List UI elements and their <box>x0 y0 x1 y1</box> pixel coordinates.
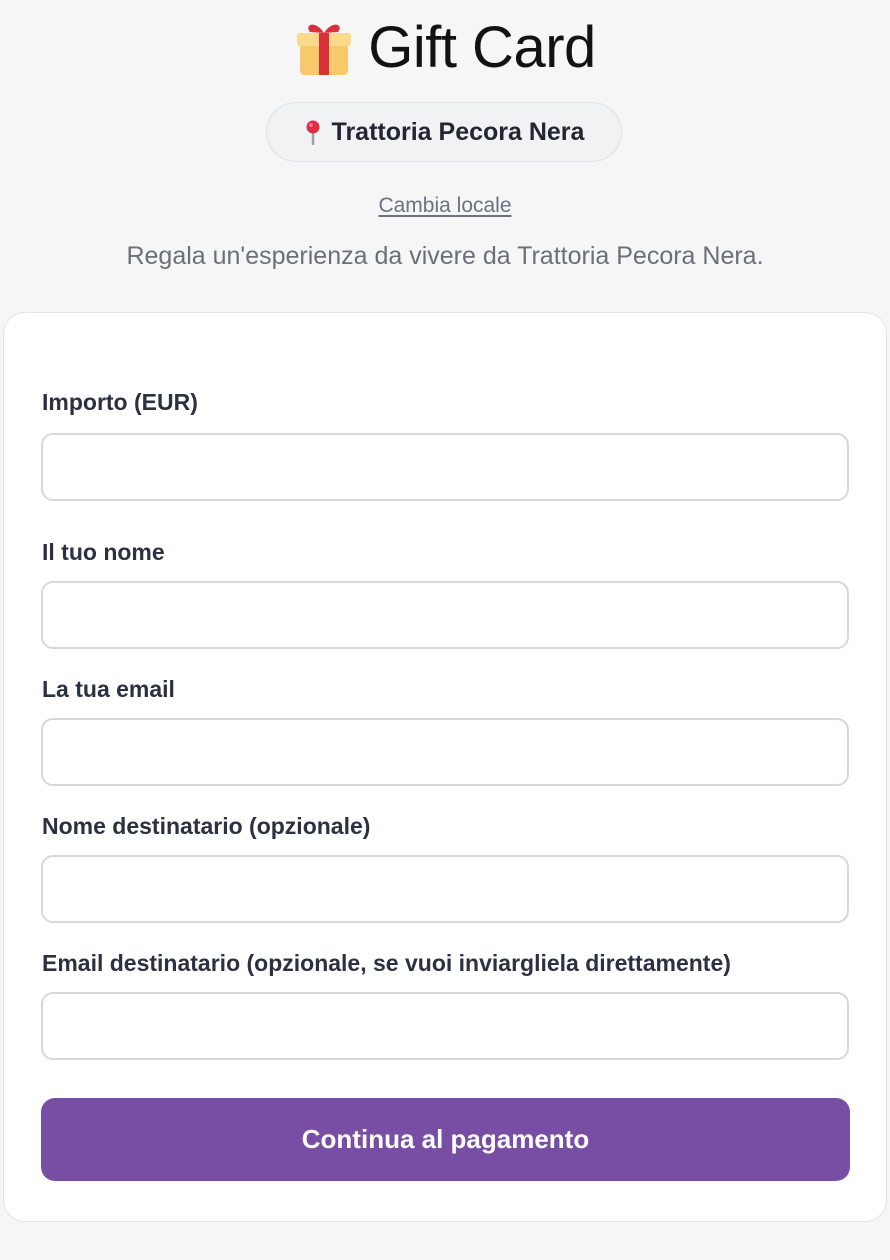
recipient-email-input[interactable] <box>41 992 849 1060</box>
map-pin-icon <box>304 119 322 145</box>
recipient-name-input[interactable] <box>41 855 849 923</box>
sender-name-input[interactable] <box>41 581 849 649</box>
page-title: Gift Card <box>368 15 596 80</box>
gift-icon <box>294 18 354 78</box>
recipient-name-label: Nome destinatario (opzionale) <box>42 813 371 839</box>
amount-input[interactable] <box>41 433 849 501</box>
amount-label: Importo (EUR) <box>42 389 198 415</box>
page-header <box>0 0 890 300</box>
change-venue-link[interactable]: Cambia locale <box>378 194 512 217</box>
sender-email-label: La tua email <box>42 676 175 702</box>
gift-card-form <box>3 312 887 1222</box>
recipient-email-label: Email destinatario (opzionale, se vuoi inviargliela direttamente) <box>42 950 731 976</box>
venue-badge <box>266 102 622 162</box>
venue-name: Trattoria Pecora Nera <box>331 117 585 146</box>
title-row <box>0 15 890 80</box>
continue-to-payment-button[interactable]: Continua al pagamento <box>41 1098 850 1181</box>
sender-name-label: Il tuo nome <box>42 539 165 565</box>
page-subtitle: Regala un'esperienza da vivere da Trattoria Pecora Nera. <box>126 242 764 270</box>
sender-email-input[interactable] <box>41 718 849 786</box>
